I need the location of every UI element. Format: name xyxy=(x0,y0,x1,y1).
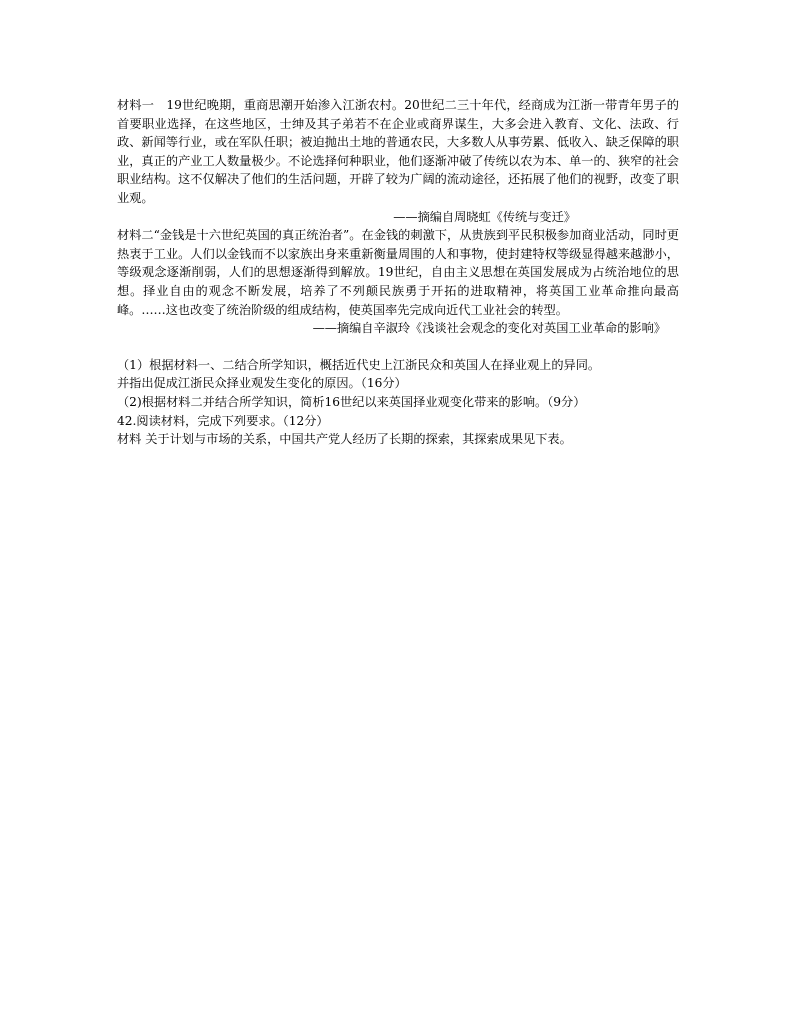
material-1-source: ——摘编自周晓虹《传统与变迁》 xyxy=(393,209,576,224)
question-1-line-1: （1）根据材料一、二结合所学知识，概括近代史上江浙民众和英国人在择业观上的异同。 xyxy=(117,357,601,372)
paragraph-gap xyxy=(117,338,679,356)
question-1-line-2: 并指出促成江浙民众择业观发生变化的原因。（16分） xyxy=(117,376,407,391)
material-2-text: 材料二“金钱是十六世纪英国的真正统治者”。在金钱的刺激下，从贵族到平民积极参加商业活动，同时更热衷于工业。人们以金钱而不以家族出身来重新衡量周围的人和事物，使封建特权等级显得越来越渺小，等级观念逐渐削弱，人们的思想逐渐得到解放。19世纪，自由主义思想在英国发展成为占统治地位的思想。择业自由的观念不断发展，培养了不列颠民族勇于开拓的进取精神，将英国工业革命推向最高峰。……这也改变了统治阶级的组成结构，使英国率先完成向近代工业社会的转型。 xyxy=(117,228,679,317)
question-2: （2)根据材料二并结合所学知识，简析16世纪以来英国择业观变化带来的影响。（9分） xyxy=(117,394,586,409)
document-body xyxy=(117,96,679,449)
question-42: 42.阅读材料，完成下列要求。（12分） xyxy=(117,413,329,428)
material-1-text: 材料一 19世纪晚期，重商思潮开始渗入江浙农村。20世纪二三十年代，经商成为江浙一带青年男子的首要职业选择，在这些地区，士绅及其子弟若不在企业或商界谋生，大多会进入教育、文化、法政、行政、新闻等行业，或在军队任职；被迫抛出土地的普通农民，大多数人从事劳累、低收入、缺乏保障的职业，真正的产业工人数量极少。不论选择何种职业，他们逐渐冲破了传统以农为本、单一的、狭窄的社会职业结构。这不仅解决了他们的生活问题，开辟了较为广阔的流动途径，还拓展了他们的视野，改变了职业观。 xyxy=(117,98,679,205)
material-2-source: ——摘编自辛淑玲《浅谈社会观念的变化对英国工业革命的影响》 xyxy=(312,321,666,336)
material-3-text: 材料 关于计划与市场的关系，中国共产党人经历了长期的探索，其探索成果见下表。 xyxy=(117,432,572,447)
